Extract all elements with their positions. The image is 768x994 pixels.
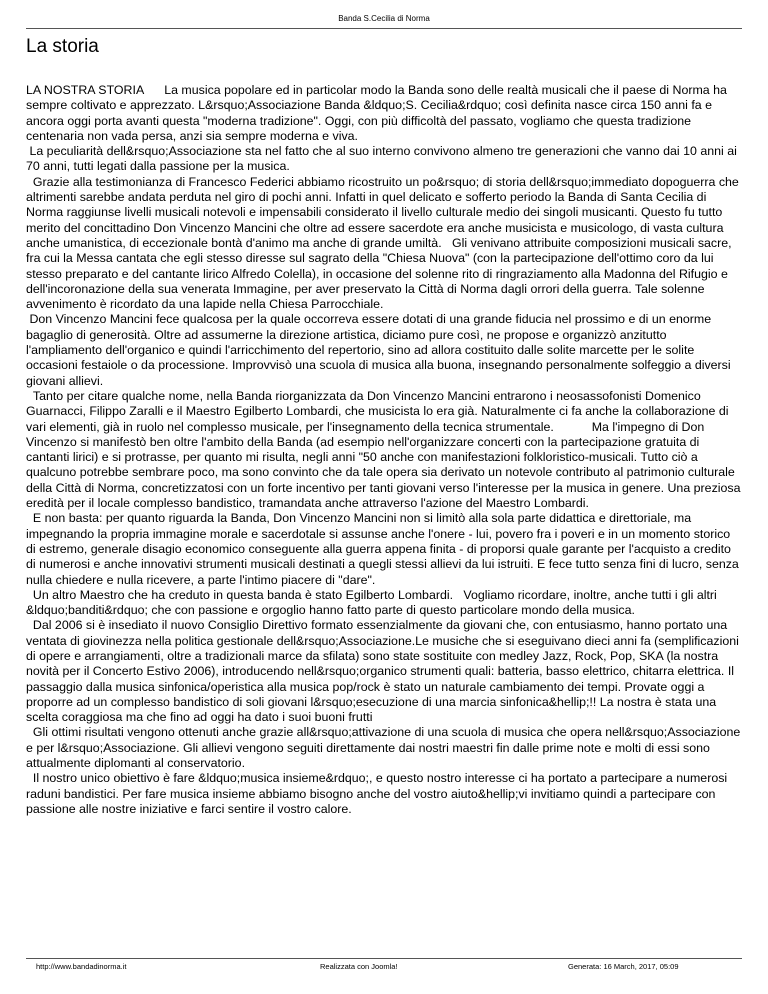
footer-divider — [26, 958, 742, 959]
title-divider — [26, 28, 742, 29]
article-paragraph: Gli ottimi risultati vengono ottenuti anche grazie all&rsquo;attivazione di una scuola di musica che opera nell&rsquo;Associazione e per l&rsquo;Associazione. Gli allievi vengono seguiti direttamente dai nostri maestri fin dalle prime note e molti di essi sono attualmente diplomanti al conservatorio. — [26, 725, 744, 771]
article-paragraph: E non basta: per quanto riguarda la Banda, Don Vincenzo Mancini non si limitò alla sola parte didattica e direttoriale, ma impegnando la propria immagine morale e sacerdotale si assunse anche l'onere - lui, povero fra i poveri e in un momento storico di estremo, generale disagio economico conseguente alla guerra appena finita - di proporsi quale garante per l'acquisto a credito di numerosi e anche innovativi strumenti musicali destinati a quegli stessi allievi da lui istruiti. E fece tutto senza fini di lucro, senza nulla chiedere e nulla ricevere, a parte l'intimo piacere di "dare". — [26, 511, 743, 587]
page-title: La storia — [26, 36, 99, 57]
article-body — [26, 83, 742, 817]
article-paragraph: Don Vincenzo Mancini fece qualcosa per la quale occorreva essere dotati di una grande fiducia nel prossimo e di un enorme bagaglio di generosità. Oltre ad assumerne la direzione artistica, diciamo pure così, ne propose e organizzò anzitutto l'ampliamento dell'organico e quindi l'arricchimento del repertorio, sino ad allora costituito dalle solite marcette per le solite occasioni festaiole o da processione. Improvvisò una scuola di musica alla buona, insegnando personalmente solfeggio a diversi giovani allievi. — [26, 312, 735, 388]
article-paragraph: Dal 2006 si è insediato il nuovo Consiglio Direttivo formato essenzialmente da giovani che, con entusiasmo, hanno portato una ventata di giovinezza nella politica gestionale dell&rsquo;Associazione.Le musiche che si eseguivano dieci anni fa (semplificazioni di opere e arrangiamenti, oltre a tradizionali marce da sfilata) sono state sostituite con medley Jazz, Rock, Pop, SKA (la nostra novità per il Concerto Estivo 2006), introducendo nell&rsquo;organico strumenti quali: batteria, basso elettrico, chitarra elettrica. Il passaggio dalla musica sinfonica/operistica alla musica pop/rock è stato un naturale cambiamento dei tempi. Provate oggi a proporre ad un complesso bandistico di soli giovani l&rsquo;esecuzione di una marcia sinfonica&hellip;!! La nostra è stata una scelta coraggiosa ma che fino ad oggi ha dato i suoi buoni frutti — [26, 618, 743, 725]
article-heading: LA NOSTRA STORIA — [26, 83, 144, 97]
article-paragraph: Tanto per citare qualche nome, nella Banda riorganizzata da Don Vincenzo Mancini entrarono i neosassofonisti Domenico Guarnacci, Filippo Zaralli e il Maestro Egilberto Lombardi, che musicista lo era già. Naturalmente ci fa anche la collaborazione di vari elementi, già in ruolo nel complesso musicale, per l'insegnamento della tecnica strumentale. Ma l'impegno di Don Vincenzo si manifestò ben oltre l'ambito della Banda (ad esempio nell'organizzare concerti con la partecipazione gratuita di cantanti lirici) e si protrasse, per quanto mi risulta, negli anni "50 anche con manifestazioni folkloristico-musicali. Tutto ciò a qualcuno potrebbe sembrare poco, ma sono convinto che da tale opera sia derivato un notevole contributo al patrimonio culturale della Città di Norma, concretizzatosi con un forte incentivo per tanti giovani verso l'interesse per la musica in genere. Una preziosa eredità per il locale complesso bandistico, tramandata anche attraverso l'azione del Maestro Lombardi. — [26, 388, 744, 511]
footer-credit: Realizzata con Joomla! — [320, 962, 398, 971]
article-paragraph: La musica popolare ed in particolar modo la Banda sono delle realtà musicali che il paese di Norma ha sempre coltivato e apprezzato. L&rsquo;Associazione Banda &ldquo;S. Cecilia&rdquo; così definita nasce circa 150 anni fa e ancora oggi porta avanti questa "moderna tradizione". Oggi, con più difficoltà del passato, vogliamo che questa tradizione centenaria non vada persa, anzi sia sempre moderna e viva. — [26, 83, 731, 143]
site-header-title: Banda S.Cecilia di Norma — [338, 14, 430, 23]
article-paragraph: Un altro Maestro che ha creduto in questa banda è stato Egilberto Lombardi. Vogliamo ricordare, inoltre, anche tutti i gli altri &ldquo;banditi&rdquo; che con passione e orgoglio hanno fatto parte di questo particolare mondo della musica. — [26, 587, 721, 618]
article-paragraph: La peculiarità dell&rsquo;Associazione sta nel fatto che al suo interno convivono almeno tre generazioni che vanno dai 10 anni ai 70 anni, tutti legati dalla passione per la musica. — [26, 144, 741, 174]
article-paragraph: Il nostro unico obiettivo è fare &ldquo;musica insieme&rdquo;, e questo nostro interesse ci ha portato a partecipare a numerosi raduni bandistici. Per fare musica insieme abbiamo bisogno anche del vostro aiuto&hellip;vi invitiamo quindi a partecipare con passione alle nostre iniziative e farci sentire il vostro calore. — [26, 771, 731, 816]
article-paragraph: Grazie alla testimonianza di Francesco Federici abbiamo ricostruito un po&rsquo; di storia dell&rsquo;immediato dopoguerra che altrimenti sarebbe andata perduta nel giro di pochi anni. Infatti in quel delicato e sofferto periodo la Banda di Santa Cecilia di Norma raggiunse livelli musicali notevoli e impensabili considerato il livello culturale medio dei singoli musicanti. Questo fu tutto merito del concittadino Don Vincenzo Mancini che oltre ad essere sacerdote era anche musicista e musicologo, di vasta cultura anche umanistica, di eccezionale bontà d'animo ma anche di grande umiltà. Gli venivano attribuite composizioni musicali sacre, fra cui la Messa cantata che egli stesso diresse sul sagrato della "Chiesa Nuova" (con la partecipazione dell'ottimo coro da lui stesso preparato e del cantante lirico Alfredo Colella), in occasione del solenne rito di ringraziamento alla Madonna del Rifugio e dell'incoronazione della sua venerata Immagine, per aver preservato la Città di Norma dagli orrori della guerra. Tale solenne avvenimento è ricordato da una lapide nella Chiesa Parrocchiale. — [26, 174, 743, 312]
footer-url[interactable]: http://www.bandadinorma.it — [36, 962, 127, 971]
footer-generated-date: Generata: 16 March, 2017, 05:09 — [568, 962, 679, 971]
